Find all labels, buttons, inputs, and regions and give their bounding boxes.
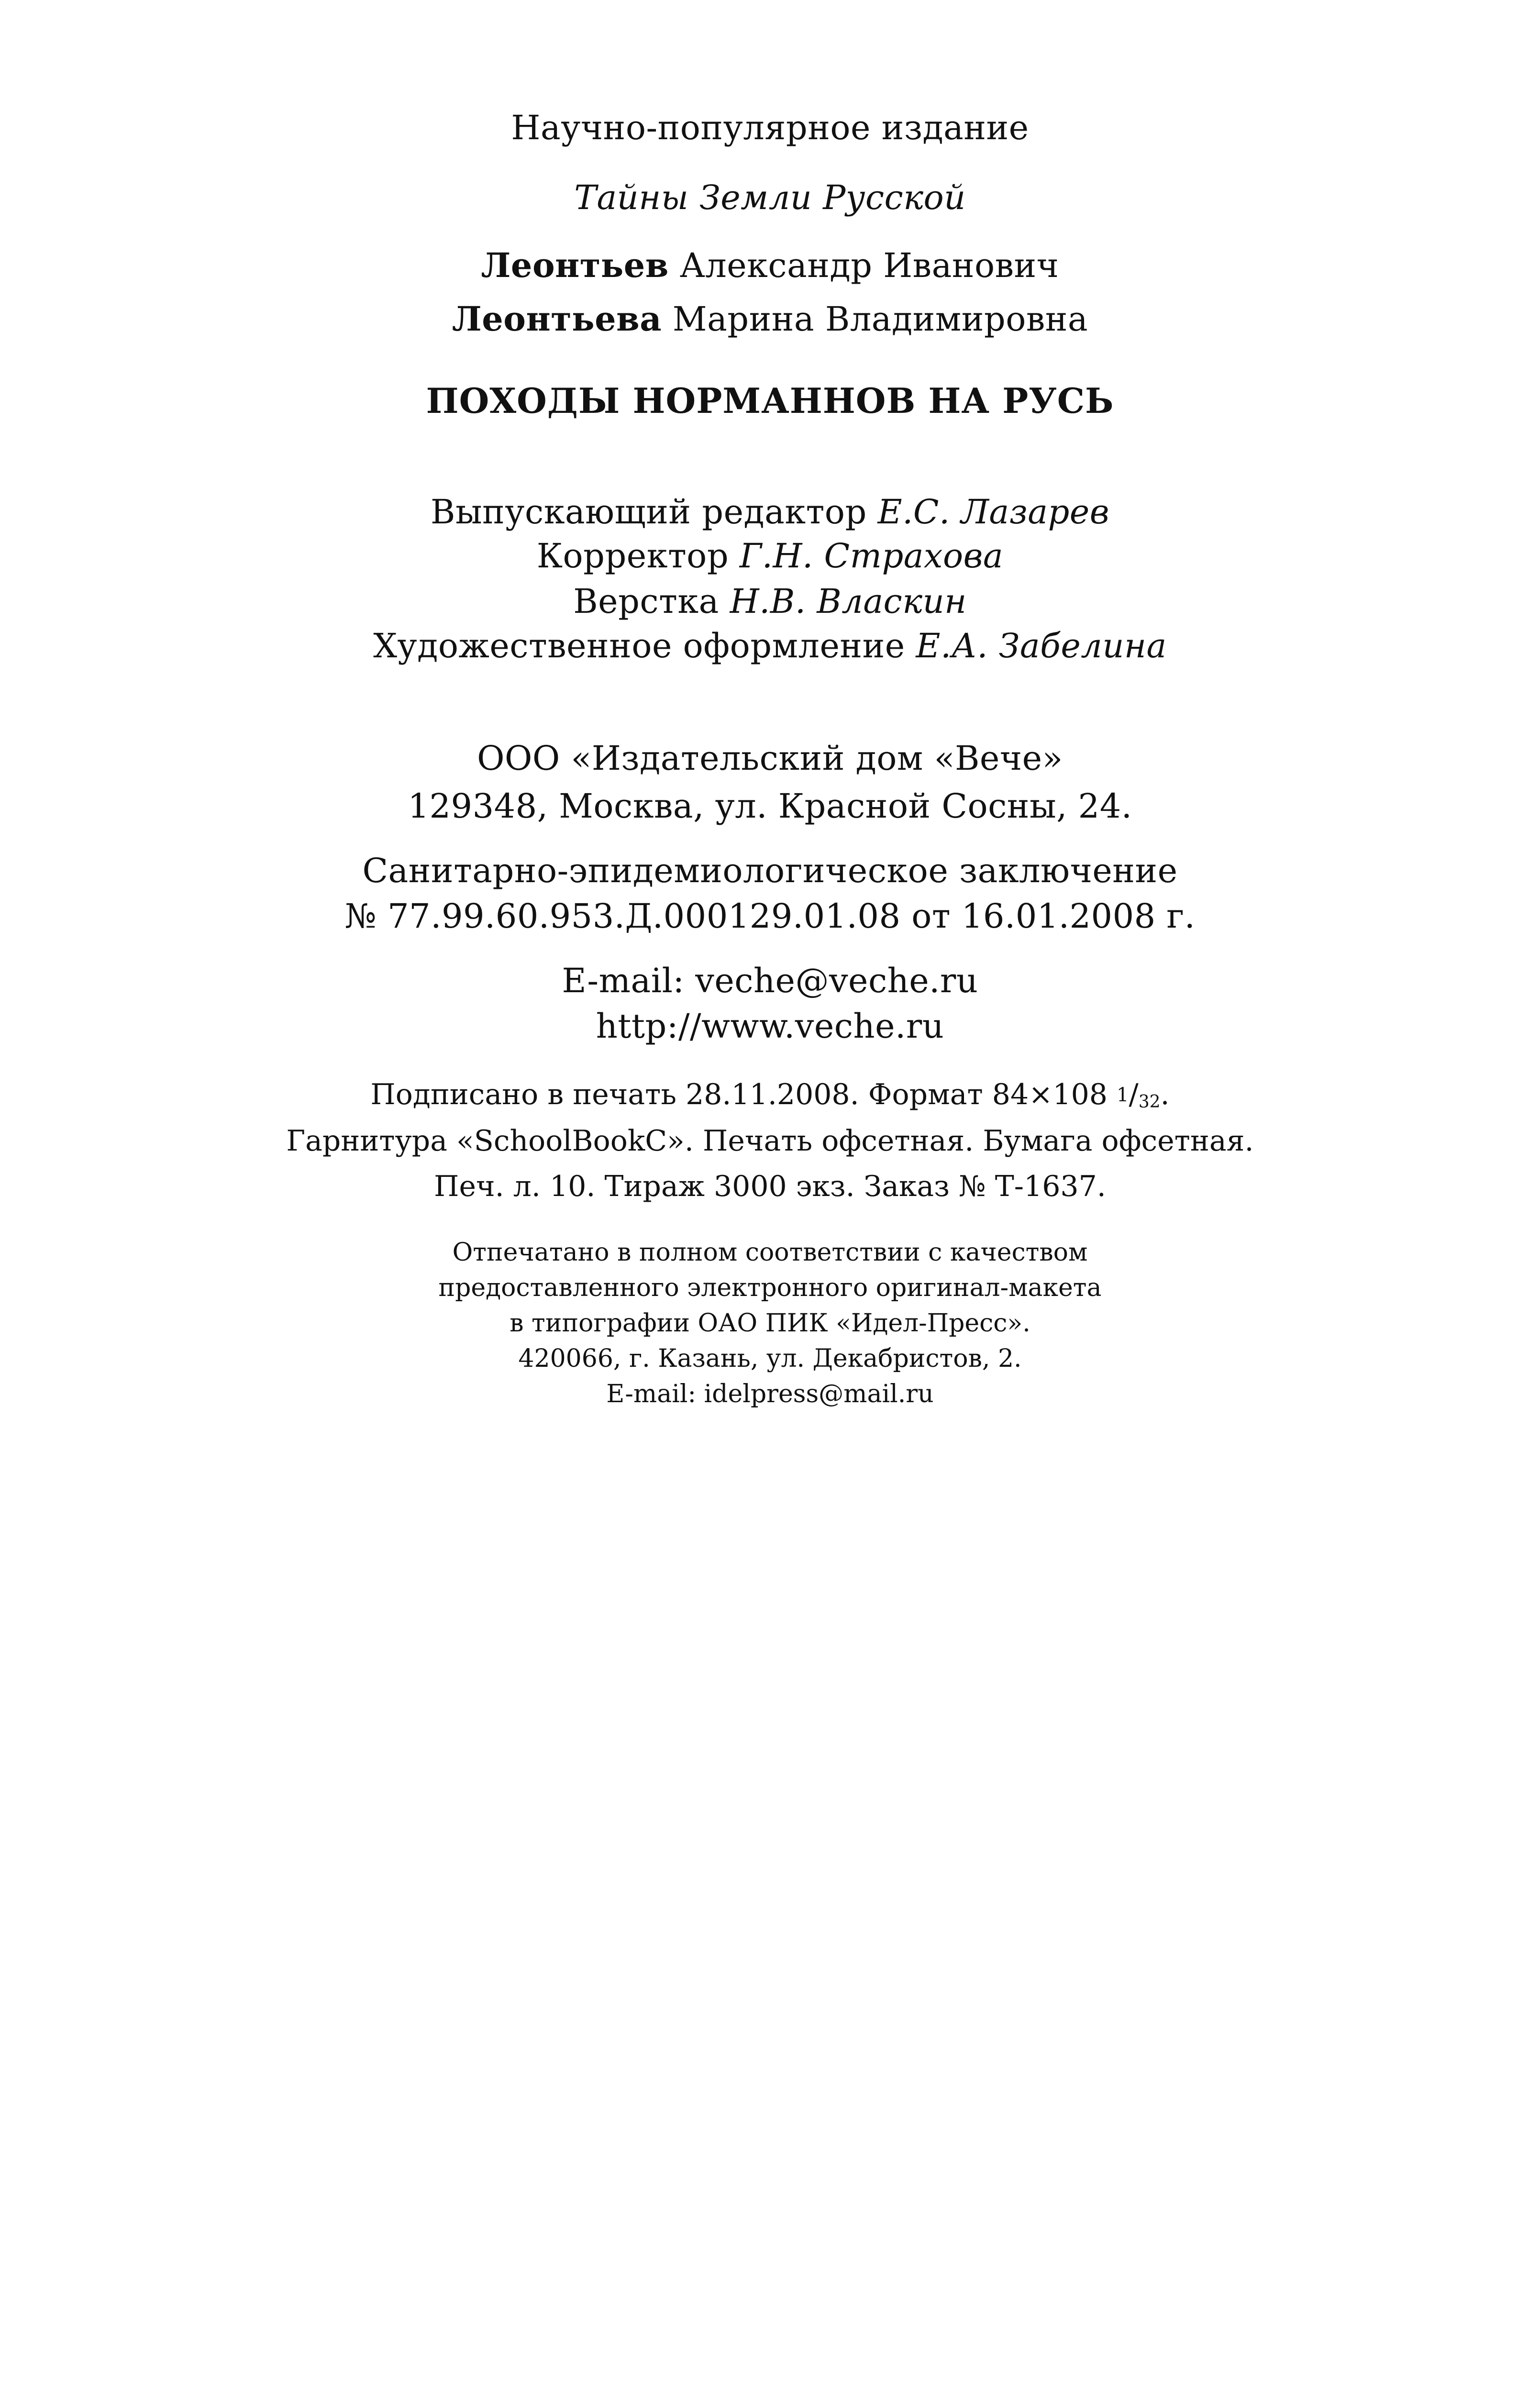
author-2-surname: Леонтьева xyxy=(452,299,662,339)
author-1-surname: Леонтьев xyxy=(481,245,669,285)
publisher-address: 129348, Москва, ул. Красной Сосны, 24. xyxy=(408,786,1132,826)
print-info-line-2: Гарнитура «SchoolBookC». Печать офсетная. Бумага офсетная. xyxy=(286,1124,1254,1158)
credit-layout xyxy=(0,582,1540,621)
printer-line-4: 420066, г. Казань, ул. Декабристов, 2. xyxy=(518,1344,1022,1373)
printer-line-1: Отпечатано в полном соответствии с качеством xyxy=(452,1238,1088,1267)
book-title: ПОХОДЫ НОРМАННОВ НА РУСЬ xyxy=(426,380,1114,421)
publisher-website: http://www.veche.ru xyxy=(596,1007,944,1046)
author-2-given: Марина Владимировна xyxy=(672,299,1088,339)
credit-layout-name: Н.В. Власкин xyxy=(730,582,967,621)
format-fraction-separator: / xyxy=(1129,1078,1139,1111)
format-fraction-numerator: 1 xyxy=(1117,1084,1129,1106)
format-end: . xyxy=(1160,1078,1170,1111)
credit-corrector-name: Г.Н. Страхова xyxy=(739,536,1004,576)
credit-corrector-role: Корректор xyxy=(536,536,729,576)
print-info-line-1 xyxy=(0,1080,1540,1111)
printer-line-5: E-mail: idelpress@mail.ru xyxy=(606,1380,934,1408)
publisher-name: ООО «Издательский дом «Вече» xyxy=(477,739,1063,778)
publisher-email: E-mail: veche@veche.ru xyxy=(562,961,978,1000)
author-1-given: Александр Иванович xyxy=(679,246,1059,285)
series-title: Тайны Земли Русской xyxy=(574,178,966,217)
print-info-line-3: Печ. л. 10. Тираж 3000 экз. Заказ № Т-1637. xyxy=(434,1170,1106,1203)
printer-line-2: предоставленного электронного оригинал-макета xyxy=(438,1274,1102,1302)
author-2 xyxy=(0,299,1540,339)
credit-editor xyxy=(0,492,1540,532)
sanitary-line-1: Санитарно-эпидемиологическое заключение xyxy=(362,851,1178,890)
credit-layout-role: Верстка xyxy=(573,582,719,621)
credit-design xyxy=(0,626,1540,665)
author-1 xyxy=(0,245,1540,285)
credit-corrector xyxy=(0,536,1540,576)
printer-line-3: в типографии ОАО ПИК «Идел-Пресс». xyxy=(510,1309,1030,1338)
format-fraction-denominator: 32 xyxy=(1138,1092,1161,1112)
credit-design-name: Е.А. Забелина xyxy=(916,626,1167,665)
credit-design-role: Художественное оформление xyxy=(373,626,905,665)
credit-editor-name: Е.С. Лазарев xyxy=(877,492,1109,532)
edition-type: Научно-популярное издание xyxy=(511,108,1029,147)
sanitary-line-2: № 77.99.60.953.Д.000129.01.08 от 16.01.2008 г. xyxy=(344,897,1196,936)
credit-editor-role: Выпускающий редактор xyxy=(431,492,867,532)
print-info-format: Подписано в печать 28.11.2008. Формат 84×108 xyxy=(370,1078,1117,1111)
